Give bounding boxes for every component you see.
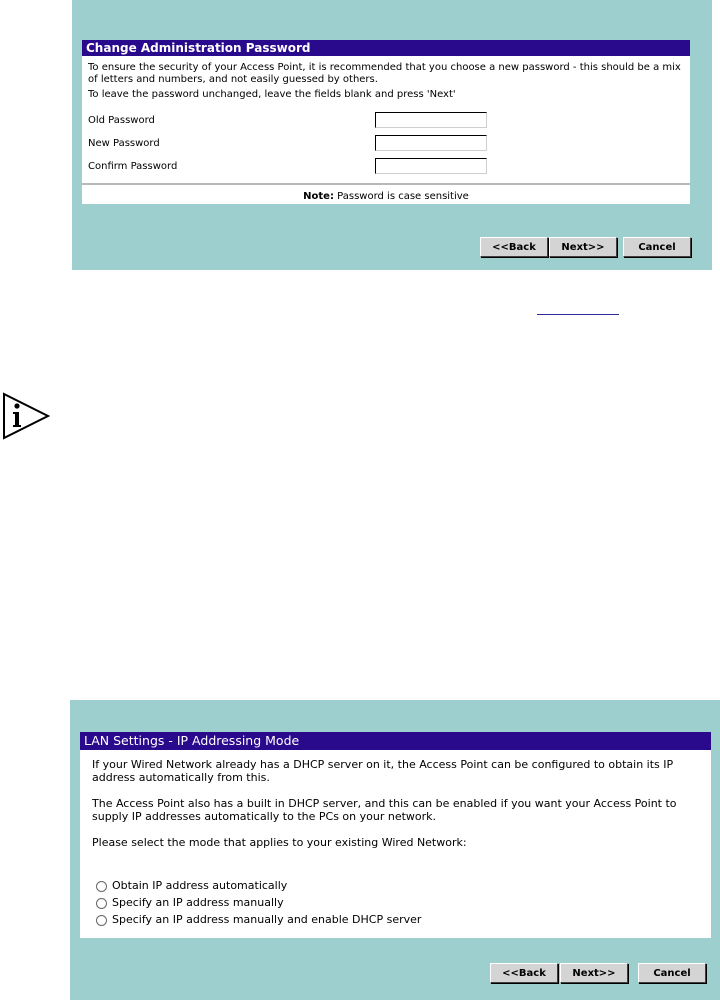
back-button[interactable]: <<Back: [480, 237, 548, 257]
lan-settings-dialog: [80, 732, 711, 938]
new-password-label: New Password: [88, 138, 160, 149]
old-password-row: [88, 112, 688, 130]
intro-line-1: To ensure the security of your Access Point, it is recommended that you choose a new password - this should be a mix of letters and numbers, and not easily guessed by others.: [88, 62, 681, 85]
para-dhcp-server: The Access Point also has a built in DHCP server, and this can be enabled if you want your Access Point to supply IP addresses automatically to the PCs on your network.: [92, 797, 677, 823]
next-button[interactable]: Next>>: [549, 237, 617, 257]
confirm-password-label: Confirm Password: [88, 161, 178, 172]
cancel-button[interactable]: Cancel: [623, 237, 691, 257]
next-button[interactable]: Next>>: [560, 963, 628, 983]
back-button[interactable]: <<Back: [490, 963, 558, 983]
link-underline[interactable]: [537, 314, 619, 315]
option-label: Obtain IP address automatically: [112, 879, 288, 892]
para-dhcp-client: If your Wired Network already has a DHCP server on it, the Access Point can be configured to obtain its IP address automatically from this.: [92, 758, 674, 784]
lan-settings-panel: [70, 700, 720, 1000]
dialog-title: Change Administration Password: [82, 40, 690, 56]
new-password-input[interactable]: [375, 135, 487, 151]
new-password-row: [88, 135, 688, 153]
para-select-mode: Please select the mode that applies to your existing Wired Network:: [92, 836, 467, 849]
case-sensitive-note: [82, 191, 690, 202]
intro-text: [88, 62, 684, 101]
cancel-button[interactable]: Cancel: [638, 963, 706, 983]
old-password-input[interactable]: [375, 112, 487, 128]
note-label: Note:: [303, 191, 334, 202]
radio-button[interactable]: [96, 898, 107, 909]
confirm-password-input[interactable]: [375, 158, 487, 174]
confirm-password-row: [88, 158, 688, 176]
info-icon: [2, 390, 50, 442]
password-wizard-panel: [72, 0, 712, 270]
option-label: Specify an IP address manually and enable DHCP server: [112, 913, 422, 926]
radio-button[interactable]: [96, 915, 107, 926]
password-dialog: [82, 40, 690, 204]
dialog-title: LAN Settings - IP Addressing Mode: [80, 732, 711, 750]
lan-description: [92, 758, 699, 849]
divider: [82, 183, 690, 186]
old-password-label: Old Password: [88, 115, 155, 126]
option-label: Specify an IP address manually: [112, 896, 284, 909]
note-text: Password is case sensitive: [333, 191, 469, 202]
radio-button[interactable]: [96, 881, 107, 892]
intro-line-2: To leave the password unchanged, leave the fields blank and press 'Next': [88, 89, 456, 100]
